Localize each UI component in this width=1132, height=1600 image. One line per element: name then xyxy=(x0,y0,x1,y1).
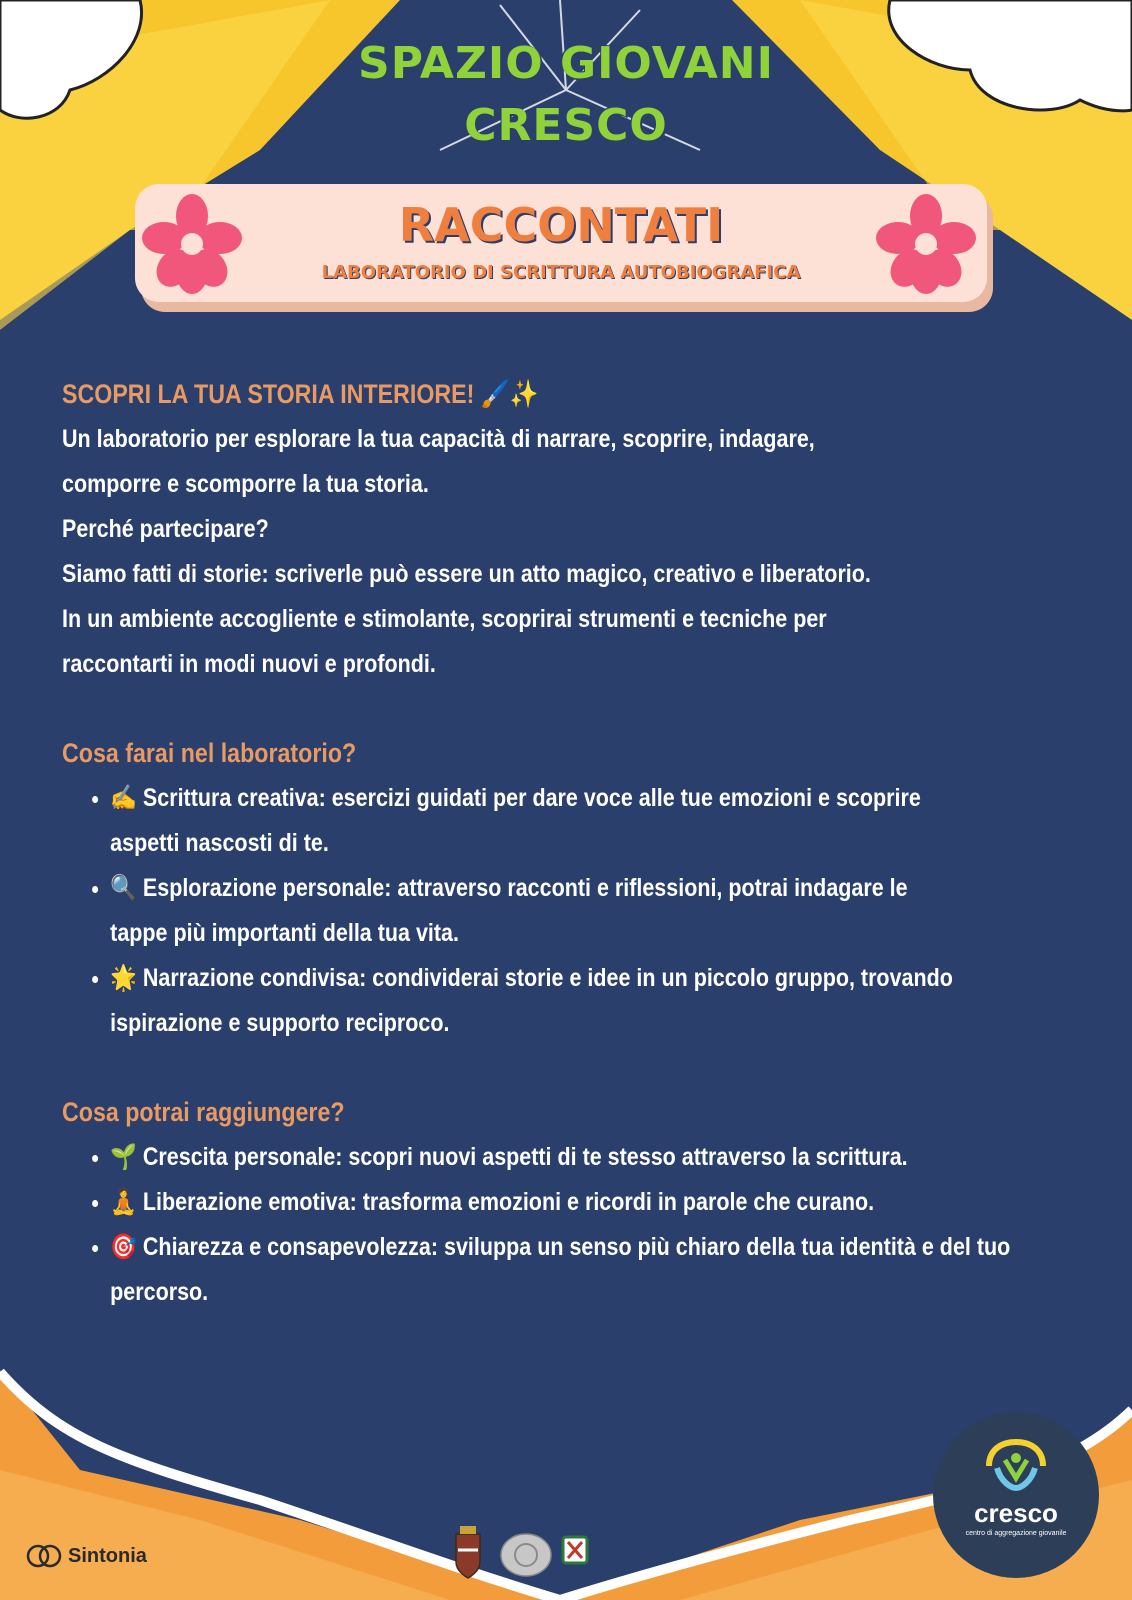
republic-emblem-icon xyxy=(500,1533,552,1577)
sintonia-icon xyxy=(26,1542,62,1570)
section1-list xyxy=(62,776,970,1046)
sintonia-logo xyxy=(26,1541,147,1571)
cresco-logo xyxy=(933,1412,1099,1578)
flower-icon xyxy=(876,194,976,294)
intro-line: Perché partecipare? xyxy=(62,515,269,543)
cresco-name: cresco xyxy=(974,1498,1058,1528)
regione-lazio-icon xyxy=(560,1534,590,1566)
section1-heading: Cosa farai nel laboratorio? xyxy=(62,738,357,768)
list-item: • 🎯 Chiarezza e consapevolezza: sviluppa un senso più chiaro della tua identità e del tuo percorso. xyxy=(110,1225,1090,1315)
lazio-label: LAZIO xyxy=(598,1550,630,1562)
list-item: • 🌱 Crescita personale: scopri nuovi aspetti di te stesso attraverso la scrittura. xyxy=(110,1135,1090,1180)
intro-heading: SCOPRI LA TUA STORIA INTERIORE! 🖌️✨ xyxy=(62,379,539,409)
list-item: • 🧘 Liberazione emotiva: trasforma emozioni e ricordi in parole che curano. xyxy=(110,1180,1090,1225)
title-banner xyxy=(135,184,987,302)
intro-line: raccontarti in modi nuovi e profondi. xyxy=(62,650,436,678)
list-item: • ✍️ Scrittura creativa: esercizi guidati per dare voce alle tue emozioni e scoprire aspetti nascosti di te. xyxy=(110,776,970,866)
header-line-2: CRESCO xyxy=(464,100,668,151)
section2-heading: Cosa potrai raggiungere? xyxy=(62,1097,345,1127)
main-content xyxy=(62,372,1094,1315)
cresco-tagline: centro di aggregazione giovanile xyxy=(965,1530,1067,1537)
regione-lazio-logo xyxy=(560,1534,662,1566)
cresco-icon xyxy=(983,1438,1049,1494)
header-line-1: SPAZIO GIOVANI xyxy=(358,38,774,89)
flower-icon xyxy=(142,194,242,294)
section2-list xyxy=(62,1135,1091,1315)
intro-line: comporre e scomporre la tua storia. xyxy=(62,470,429,498)
regione-label: REGIONE xyxy=(598,1538,649,1550)
sintonia-label: Sintonia xyxy=(68,1544,147,1567)
municipality-crest-icon xyxy=(452,1524,484,1580)
intro-line: In un ambiente accogliente e stimolante, scoprirai strumenti e tecniche per xyxy=(62,605,827,633)
banner-title: RACCONTATI xyxy=(398,198,724,252)
intro-line: Un laboratorio per esplorare la tua capacità di narrare, scoprire, indagare, xyxy=(62,425,815,453)
intro-line: Siamo fatti di storie: scriverle può essere un atto magico, creativo e liberatorio. xyxy=(62,560,871,588)
list-item: • 🔍 Esplorazione personale: attraverso racconti e riflessioni, potrai indagare le tappe più importanti della tua vita. xyxy=(110,866,970,956)
banner-subtitle: LABORATORIO DI SCRITTURA AUTOBIOGRAFICA xyxy=(321,262,801,283)
list-item: • 🌟 Narrazione condivisa: condividerai storie e idee in un piccolo gruppo, trovando ispirazione e supporto reciproco. xyxy=(110,956,970,1046)
